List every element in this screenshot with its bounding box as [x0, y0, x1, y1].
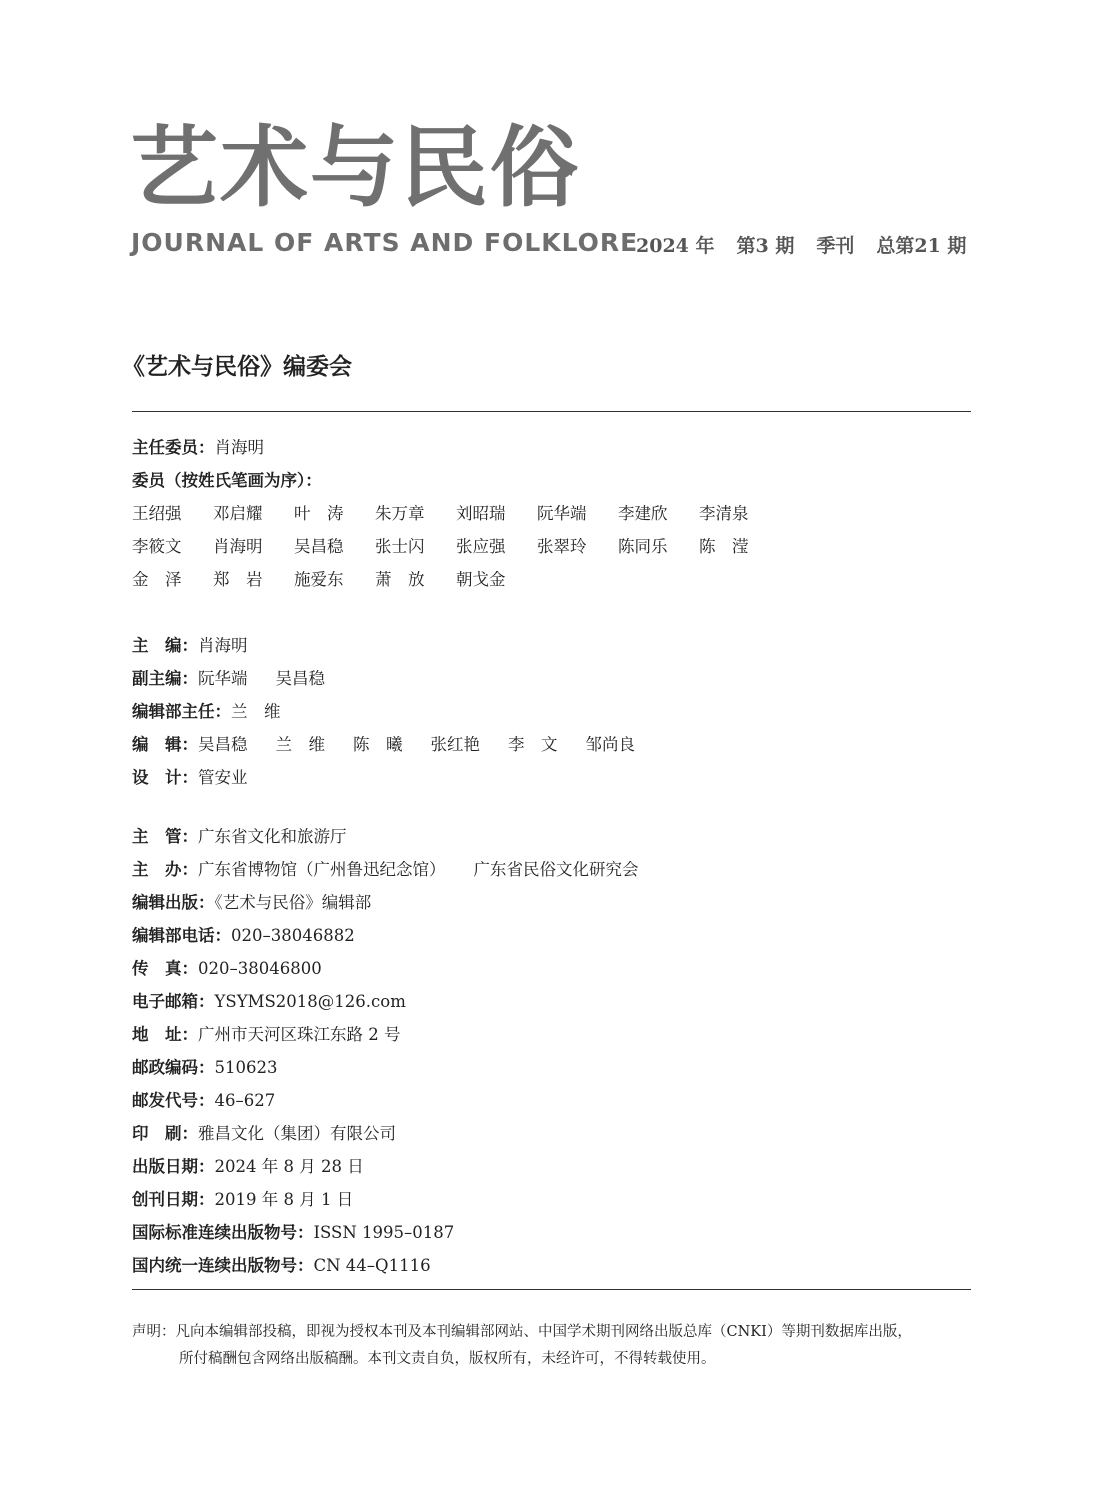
- issn-value: ISSN 1995–0187: [313, 1223, 455, 1242]
- member-name: 阮华端: [537, 504, 587, 523]
- postcode-row: [132, 1051, 639, 1084]
- member-name: 张士闪: [375, 537, 425, 556]
- copyright-notice: [132, 1319, 982, 1373]
- publisher-value: 《艺术与民俗》编辑部: [214, 893, 372, 912]
- email-row: [132, 985, 639, 1018]
- top-divider: [132, 411, 971, 412]
- editor-name: 张红艳: [430, 735, 480, 754]
- mail-code-row: [132, 1084, 639, 1117]
- supervisor-value: 广东省文化和旅游厅: [198, 827, 347, 846]
- sponsor-label: 主 办：: [132, 860, 198, 879]
- sponsor-value: 广东省民俗文化研究会: [473, 860, 639, 879]
- designer-name: 管安业: [198, 768, 248, 787]
- committee-section: [132, 431, 780, 596]
- cn-row: [132, 1249, 639, 1282]
- members-row-2: [132, 530, 780, 563]
- member-name: 陈同乐: [618, 537, 668, 556]
- printer-row: [132, 1117, 639, 1150]
- board-title: 《艺术与民俗》编委会: [122, 353, 352, 380]
- info-section: [132, 820, 639, 1282]
- printer-label: 印 刷：: [132, 1124, 198, 1143]
- member-name: 李筱文: [132, 537, 182, 556]
- sponsor-row: [132, 853, 639, 886]
- notice-line-2: 所付稿酬包含网络出版稿酬。本刊文责自负，版权所有，未经许可，不得转载使用。: [179, 1351, 716, 1367]
- member-name: 郑 岩: [213, 570, 263, 589]
- editor-name: 吴昌稳: [198, 735, 248, 754]
- member-name: 张应强: [456, 537, 506, 556]
- members-row-3: [132, 563, 780, 596]
- cn-label: 国内统一连续出版物号：: [132, 1256, 314, 1275]
- deputy-editor-label: 副主编：: [132, 669, 198, 688]
- member-name: 施爱东: [294, 570, 344, 589]
- chair-row: [132, 431, 780, 464]
- chair-label: 主任委员：: [132, 438, 215, 457]
- deputy-editor-name: 阮华端: [198, 669, 248, 688]
- address-label: 地 址：: [132, 1025, 198, 1044]
- editor-name: 兰 维: [275, 735, 325, 754]
- publisher-label: 编辑出版：: [132, 893, 215, 912]
- printer-value: 雅昌文化（集团）有限公司: [198, 1124, 396, 1143]
- address-value: 广州市天河区珠江东路 2 号: [198, 1025, 401, 1044]
- mail-code-value: 46–627: [214, 1091, 276, 1110]
- designer-row: [132, 761, 635, 794]
- editors-row: [132, 728, 635, 761]
- office-director-label: 编辑部主任：: [132, 702, 231, 721]
- deputy-editor-name: 吴昌稳: [275, 669, 325, 688]
- chair-name: 肖海明: [214, 438, 264, 457]
- phone-label: 编辑部电话：: [132, 926, 231, 945]
- pub-date-label: 出版日期：: [132, 1157, 215, 1176]
- member-name: 萧 放: [375, 570, 425, 589]
- supervisor-label: 主 管：: [132, 827, 198, 846]
- member-name: 朝戈金: [456, 570, 506, 589]
- member-name: 肖海明: [213, 537, 263, 556]
- issn-row: [132, 1216, 639, 1249]
- member-name: 金 泽: [132, 570, 182, 589]
- editor-name: 陈 曦: [353, 735, 403, 754]
- editor-name: 邹尚良: [585, 735, 635, 754]
- editors-label: 编 辑：: [132, 735, 198, 754]
- postcode-value: 510623: [214, 1058, 278, 1077]
- deputy-editor-row: [132, 662, 635, 695]
- editor-in-chief-label: 主 编：: [132, 636, 198, 655]
- editor-in-chief-name: 肖海明: [198, 636, 248, 655]
- journal-logo-chinese: 艺术与民俗: [130, 116, 581, 219]
- office-director-name: 兰 维: [231, 702, 281, 721]
- postcode-label: 邮政编码：: [132, 1058, 215, 1077]
- issue-info: [636, 232, 966, 260]
- notice-line-1: 声明：凡向本编辑部投稿，即视为授权本刊及本刊编辑部网站、中国学术期刊网络出版总库（CNKI）等期刊数据库出版，: [132, 1324, 912, 1340]
- mail-code-label: 邮发代号：: [132, 1091, 215, 1110]
- member-name: 陈 滢: [699, 537, 749, 556]
- issue-number: 第3 期: [736, 235, 795, 257]
- publisher-row: [132, 886, 639, 919]
- founded-value: 2019 年 8 月 1 日: [214, 1190, 354, 1209]
- bottom-divider: [132, 1289, 971, 1290]
- member-name: 张翠玲: [537, 537, 587, 556]
- fax-value: 020–38046800: [198, 959, 322, 978]
- member-name: 叶 涛: [294, 504, 344, 523]
- issue-year: 2024 年: [636, 235, 715, 257]
- phone-value: 020–38046882: [231, 926, 355, 945]
- cn-value: CN 44–Q1116: [313, 1256, 431, 1275]
- editors-section: [132, 629, 635, 794]
- editor-in-chief-row: [132, 629, 635, 662]
- member-name: 邓启耀: [213, 504, 263, 523]
- issn-label: 国际标准连续出版物号：: [132, 1223, 314, 1242]
- member-name: 朱万章: [375, 504, 425, 523]
- editor-name: 李 文: [508, 735, 558, 754]
- sponsor-value: 广东省博物馆（广州鲁迅纪念馆）: [198, 860, 446, 879]
- pub-date-row: [132, 1150, 639, 1183]
- member-name: 吴昌稳: [294, 537, 344, 556]
- members-label: 委员（按姓氏笔画为序）：: [132, 471, 322, 490]
- founded-row: [132, 1183, 639, 1216]
- member-name: 王绍强: [132, 504, 182, 523]
- journal-logo-english: JOURNAL OF ARTS AND FOLKLORE: [131, 228, 639, 257]
- member-name: 刘昭瑞: [456, 504, 506, 523]
- email-label: 电子邮箱：: [132, 992, 215, 1011]
- founded-label: 创刊日期：: [132, 1190, 215, 1209]
- pub-date-value: 2024 年 8 月 28 日: [214, 1157, 364, 1176]
- issue-frequency: 季刊: [816, 235, 855, 257]
- member-name: 李建欣: [618, 504, 668, 523]
- phone-row: [132, 919, 639, 952]
- fax-row: [132, 952, 639, 985]
- designer-label: 设 计：: [132, 768, 198, 787]
- issue-total: 总第21 期: [876, 235, 967, 257]
- email-value: YSYMS2018@126.com: [214, 992, 406, 1011]
- address-row: [132, 1018, 639, 1051]
- supervisor-row: [132, 820, 639, 853]
- member-name: 李清泉: [699, 504, 749, 523]
- fax-label: 传 真：: [132, 959, 198, 978]
- office-director-row: [132, 695, 635, 728]
- members-row-1: [132, 497, 780, 530]
